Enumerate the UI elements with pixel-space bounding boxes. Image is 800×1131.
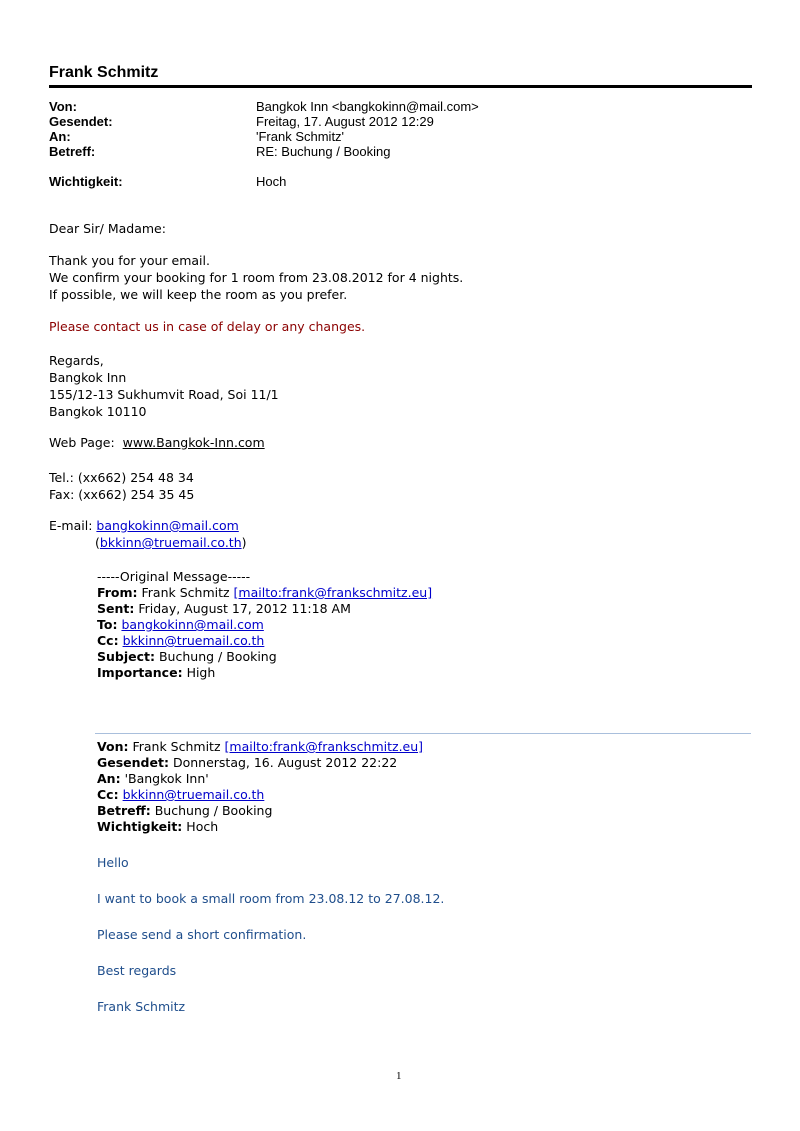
forward-betreff-row [97,803,272,820]
forward-betreff-value: Buchung / Booking [154,803,273,818]
original-message-divider: -----Original Message----- [97,569,251,584]
forward-cc-row [97,787,264,804]
header-label: Gesendet: [49,114,113,129]
header-value: 'Frank Schmitz' [256,129,345,144]
original-importance-value: High [186,665,216,680]
original-cc-label: Cc: [97,633,119,648]
web-page-link[interactable]: www.Bangkok-Inn.com [122,435,265,450]
original-subject-row [97,649,277,666]
signature-line: 155/12-13 Sukhumvit Road, Soi 11/1 [49,387,279,402]
email-label: E-mail: [49,518,93,533]
original-from-row [97,585,432,602]
forward-wichtigkeit-value: Hoch [186,819,219,834]
tel-line: Tel.: (xx662) 254 48 34 [49,470,194,485]
header-value: RE: Buchung / Booking [256,144,391,159]
page-title: Frank Schmitz [49,64,159,81]
forward-cc-label: Cc: [97,787,119,802]
original-cc-link[interactable]: bkkinn@truemail.co.th [122,633,265,648]
original-sent-row [97,601,351,618]
header-label: Wichtigkeit: [49,174,123,189]
forward-von-name: Frank Schmitz [132,739,221,754]
signature-line: Bangkok 10110 [49,404,147,419]
forward-separator [95,733,751,734]
delay-notice: Please contact us in case of delay or any changes. [49,319,366,334]
original-from-label: From: [97,585,138,600]
email-link[interactable]: bangkokinn@mail.com [96,518,239,533]
greeting: Dear Sir/ Madame: [49,221,166,236]
fax-line: Fax: (xx662) 254 35 45 [49,487,195,502]
forward-body-line: Best regards [97,963,177,978]
forward-gesendet-label: Gesendet: [97,755,169,770]
forward-an-row [97,771,209,788]
forward-betreff-label: Betreff: [97,803,151,818]
original-to-label: To: [97,617,118,632]
forward-von-row [97,739,423,756]
original-subject-label: Subject: [97,649,155,664]
paren-close: ) [241,535,247,550]
web-page-label: Web Page: [49,435,115,450]
forward-an-label: An: [97,771,121,786]
web-page-line [49,434,265,451]
header-value: Freitag, 17. August 2012 12:29 [256,114,434,129]
page-number: 1 [396,1070,402,1082]
original-importance-row [97,665,215,682]
original-cc-row [97,633,264,650]
forward-cc-link[interactable]: bkkinn@truemail.co.th [122,787,265,802]
forward-von-label: Von: [97,739,129,754]
title-rule [49,85,752,88]
body-line: If possible, we will keep the room as you prefer. [49,287,348,302]
original-subject-value: Buchung / Booking [158,649,277,664]
original-from-name: Frank Schmitz [141,585,230,600]
body-line: Thank you for your email. [49,253,210,268]
original-importance-label: Importance: [97,665,183,680]
forward-gesendet-value: Donnerstag, 16. August 2012 22:22 [172,755,398,770]
email-line-2 [95,534,247,551]
forward-body-line: I want to book a small room from 23.08.12 to 27.08.12. [97,891,445,906]
email-line [49,517,239,534]
original-to-row [97,617,264,634]
original-to-link[interactable]: bangkokinn@mail.com [121,617,264,632]
signature-line: Regards, [49,353,104,368]
header-value: Bangkok Inn <bangkokinn@mail.com> [256,99,479,114]
signature-line: Bangkok Inn [49,370,127,385]
header-label: Von: [49,99,77,114]
paren-open: ( [95,535,100,550]
original-from-link[interactable]: [mailto:frank@frankschmitz.eu] [233,585,433,600]
forward-gesendet-row [97,755,397,772]
forward-wichtigkeit-label: Wichtigkeit: [97,819,183,834]
header-label: Betreff: [49,144,96,159]
header-label: An: [49,129,71,144]
original-sent-value: Friday, August 17, 2012 11:18 AM [138,601,351,616]
forward-body-line: Frank Schmitz [97,999,186,1014]
forward-body-line: Hello [97,855,129,870]
original-sent-label: Sent: [97,601,135,616]
body-line: We confirm your booking for 1 room from 23.08.2012 for 4 nights. [49,270,464,285]
forward-wichtigkeit-row [97,819,218,836]
forward-body-line: Please send a short confirmation. [97,927,307,942]
email-link-alt[interactable]: bkkinn@truemail.co.th [99,535,242,550]
forward-von-link[interactable]: [mailto:frank@frankschmitz.eu] [224,739,424,754]
header-value: Hoch [256,174,287,189]
forward-an-value: 'Bangkok Inn' [124,771,209,786]
